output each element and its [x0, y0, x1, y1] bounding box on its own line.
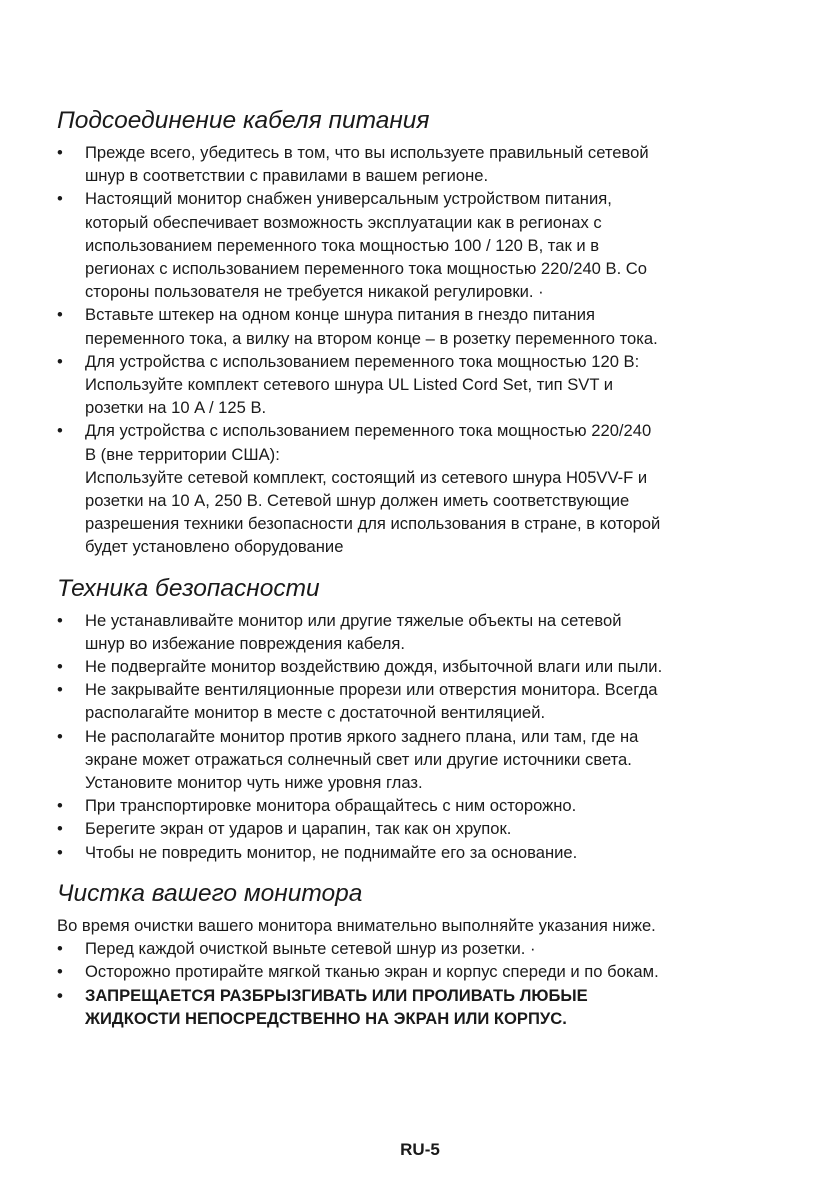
list-item: • Перед каждой очисткой выньте сетевой шнур из розетки. ·: [57, 937, 787, 960]
section-power-cable: [57, 105, 787, 559]
bullet-icon: •: [57, 657, 63, 677]
bullet-list: [57, 141, 787, 559]
bullet-icon: •: [57, 842, 63, 862]
list-item: • Не подвергайте монитор воздействию дождя, избыточной влаги или пыли.: [57, 655, 787, 678]
page-number: RU-5: [400, 1140, 440, 1159]
bullet-icon: •: [57, 610, 63, 630]
list-item: • Прежде всего, убедитесь в том, что вы используете правильный сетевой шнур в соответствии с правилами в вашем регионе.: [57, 143, 649, 186]
section-title: Чистка вашего монитора: [57, 879, 363, 907]
bullet-icon: •: [57, 189, 63, 209]
bullet-list: [57, 609, 787, 864]
section-safety: [57, 573, 787, 864]
list-item: • Не закрывайте вентиляционные прорези или отверстия монитора. Всегда располагайте монитор в месте с достаточной вентиляцией.: [57, 680, 658, 723]
bullet-icon: •: [57, 962, 63, 982]
list-item: • Настоящий монитор снабжен универсальным устройством питания, который обеспечивает возможность эксплуатации как в регионах с использованием переменного тока мощностью 100 / 120 В, так и в регионах с использованием переменного тока мощностью 220/240 В. Со стороны пользователя не требуется никакой регулировки. ·: [57, 189, 648, 302]
list-item: • Вставьте штекер на одном конце шнура питания в гнездо питания переменного тока, а вилку на втором конце – в розетку переменного тока.: [57, 305, 658, 348]
list-item: • Не располагайте монитор против яркого заднего плана, или там, где на экране может отражаться солнечный свет или другие источники света. Установите монитор чуть ниже уровня глаз.: [57, 726, 639, 793]
section-cleaning: [57, 878, 787, 1030]
list-item: • Для устройства с использованием переменного тока мощностью 220/240 В (вне территории США): Используйте сетевой комплект, состоящий из сетевого шнура H05VV-F и розетки на 10 A, 250 В. Сетевой шнур должен иметь соответствующие разрешения техники безопасности для использования в стране, в которой будет установлено оборудование: [57, 421, 661, 557]
list-item-warning: • ЗАПРЕЩАЕТСЯ РАЗБРЫЗГИВАТЬ ИЛИ ПРОЛИВАТЬ ЛЮБЫЕ ЖИДКОСТИ НЕПОСРЕДСТВЕННО НА ЭКРАН ИЛИ КОРПУС.: [57, 985, 588, 1028]
bullet-list: [57, 937, 787, 1030]
bullet-icon: •: [57, 796, 63, 816]
list-item: • Берегите экран от ударов и царапин, так как он хрупок.: [57, 817, 787, 840]
list-item: • Осторожно протирайте мягкой тканью экран и корпус спереди и по бокам.: [57, 960, 787, 983]
bullet-icon: •: [57, 351, 63, 371]
list-item: • При транспортировке монитора обращайтесь с ним осторожно.: [57, 794, 787, 817]
bullet-icon: •: [57, 680, 63, 700]
list-item: • Для устройства с использованием переменного тока мощностью 120 В: Используйте комплект сетевого шнура UL Listed Cord Set, тип SVT и розетки на 10 A / 125 В.: [57, 351, 640, 418]
bullet-icon: •: [57, 819, 63, 839]
section-intro: Во время очистки вашего монитора внимательно выполняйте указания ниже.: [57, 915, 656, 935]
bullet-icon: •: [57, 305, 63, 325]
section-title: Подсоединение кабеля питания: [57, 107, 430, 134]
list-item: • Не устанавливайте монитор или другие тяжелые объекты на сетевой шнур во избежание повреждения кабеля.: [57, 610, 622, 653]
bullet-icon: •: [57, 939, 63, 959]
bullet-icon: •: [57, 143, 63, 162]
section-title: Техника безопасности: [57, 574, 320, 602]
bullet-icon: •: [57, 726, 63, 746]
bullet-icon: •: [57, 421, 63, 441]
document-page: [57, 105, 787, 1030]
list-item: • Чтобы не повредить монитор, не поднимайте его за основание.: [57, 841, 787, 864]
bullet-icon: •: [57, 985, 63, 1005]
